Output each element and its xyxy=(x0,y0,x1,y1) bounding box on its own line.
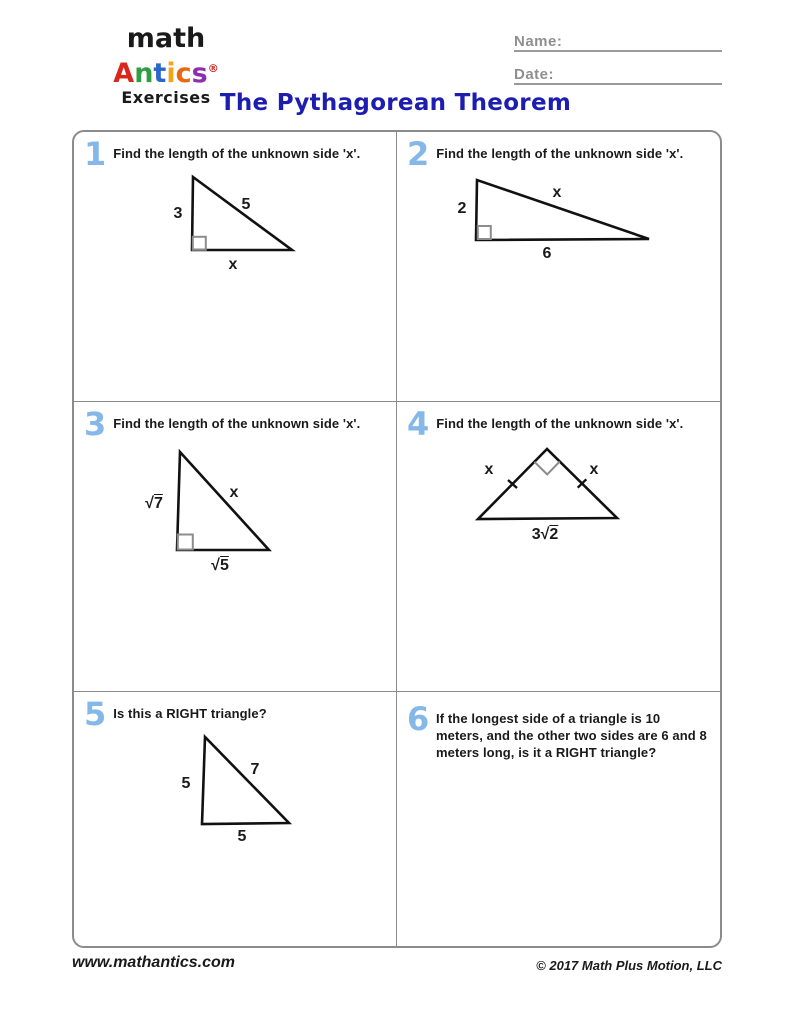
logo-letter-c: c xyxy=(175,58,192,89)
header-fields xyxy=(514,28,722,94)
side-label-base: 6 xyxy=(542,245,552,262)
right-angle-marker xyxy=(478,226,491,239)
side-label-hypotenuse: x xyxy=(552,184,562,201)
side-label-hypotenuse: x xyxy=(229,484,239,501)
problem-cell-2 xyxy=(397,132,720,402)
date-field[interactable] xyxy=(514,61,722,85)
triangle-figure-2 xyxy=(417,170,717,274)
logo-letter-t: t xyxy=(153,58,167,89)
side-label-left: 2 xyxy=(457,200,467,217)
triangle-shape xyxy=(476,180,649,240)
problem-question: Find the length of the unknown side 'x'. xyxy=(113,416,361,431)
logo-word-math: math xyxy=(126,23,206,54)
triangle-figure-1 xyxy=(94,170,394,282)
right-angle-marker xyxy=(193,237,206,250)
radicand: 2 xyxy=(549,526,559,543)
radical-sign: √ xyxy=(540,526,550,543)
triangle-figure-3 xyxy=(94,440,394,582)
right-angle-marker xyxy=(178,535,193,550)
name-label: Name: xyxy=(514,33,563,50)
problem-cell-4 xyxy=(397,402,720,692)
logo-letter-s: s xyxy=(191,58,208,89)
side-label-left: x xyxy=(484,461,494,478)
date-label: Date: xyxy=(514,66,555,83)
problem-question: Is this a RIGHT triangle? xyxy=(113,706,267,721)
triangle-figure-4 xyxy=(417,440,717,552)
side-label-left: 5 xyxy=(181,775,191,792)
right-angle-marker xyxy=(534,462,559,475)
registered-trademark-icon: ® xyxy=(207,62,219,75)
problems-grid xyxy=(72,130,722,948)
problem-number: 4 xyxy=(407,405,430,443)
problem-number: 2 xyxy=(407,135,430,173)
logo-letter-i: i xyxy=(166,58,176,89)
triangle-shape xyxy=(478,449,617,519)
logo-letter-a: A xyxy=(113,58,135,89)
radical-sign: √ xyxy=(145,495,154,512)
radicand: 5 xyxy=(219,557,229,574)
triangle-shape xyxy=(202,737,289,824)
problem-number: 1 xyxy=(84,135,107,173)
problem-question: If the longest side of a triangle is 10 meters, and the other two sides are 6 and 8 meters long, is it a RIGHT triangle? xyxy=(436,711,707,760)
side-label-right: x xyxy=(589,461,599,478)
triangle-figure-5 xyxy=(94,730,394,848)
name-field[interactable] xyxy=(514,28,722,52)
side-label-base xyxy=(211,557,229,575)
problem-cell-3 xyxy=(74,402,397,692)
footer-website: www.mathantics.com xyxy=(72,954,235,971)
side-label-left xyxy=(145,495,163,513)
radicand: 7 xyxy=(153,495,163,512)
problem-question: Find the length of the unknown side 'x'. xyxy=(436,146,684,161)
footer-copyright: © 2017 Math Plus Motion, LLC xyxy=(536,958,722,973)
radical-sign: √ xyxy=(211,557,220,574)
side-label-left: 3 xyxy=(173,205,183,222)
page-title: The Pythagorean Theorem xyxy=(219,90,572,116)
side-label-base: 5 xyxy=(237,828,247,845)
coefficient: 3 xyxy=(531,526,541,543)
problem-cell-1 xyxy=(74,132,397,402)
logo-subtitle: Exercises xyxy=(121,88,211,107)
problem-cell-6 xyxy=(397,692,720,946)
problem-number: 6 xyxy=(407,700,430,738)
side-label-base: x xyxy=(228,256,238,273)
side-label-hypotenuse: 7 xyxy=(250,761,260,778)
problem-cell-5 xyxy=(74,692,397,946)
problem-question: Find the length of the unknown side 'x'. xyxy=(113,146,361,161)
problem-question: Find the length of the unknown side 'x'. xyxy=(436,416,684,431)
logo-wordmark xyxy=(76,24,256,89)
logo-letter-n: n xyxy=(134,58,154,89)
problem-number: 3 xyxy=(84,405,107,443)
side-label-base xyxy=(532,526,559,544)
problem-number: 5 xyxy=(84,695,107,733)
side-label-hypotenuse: 5 xyxy=(241,196,251,213)
